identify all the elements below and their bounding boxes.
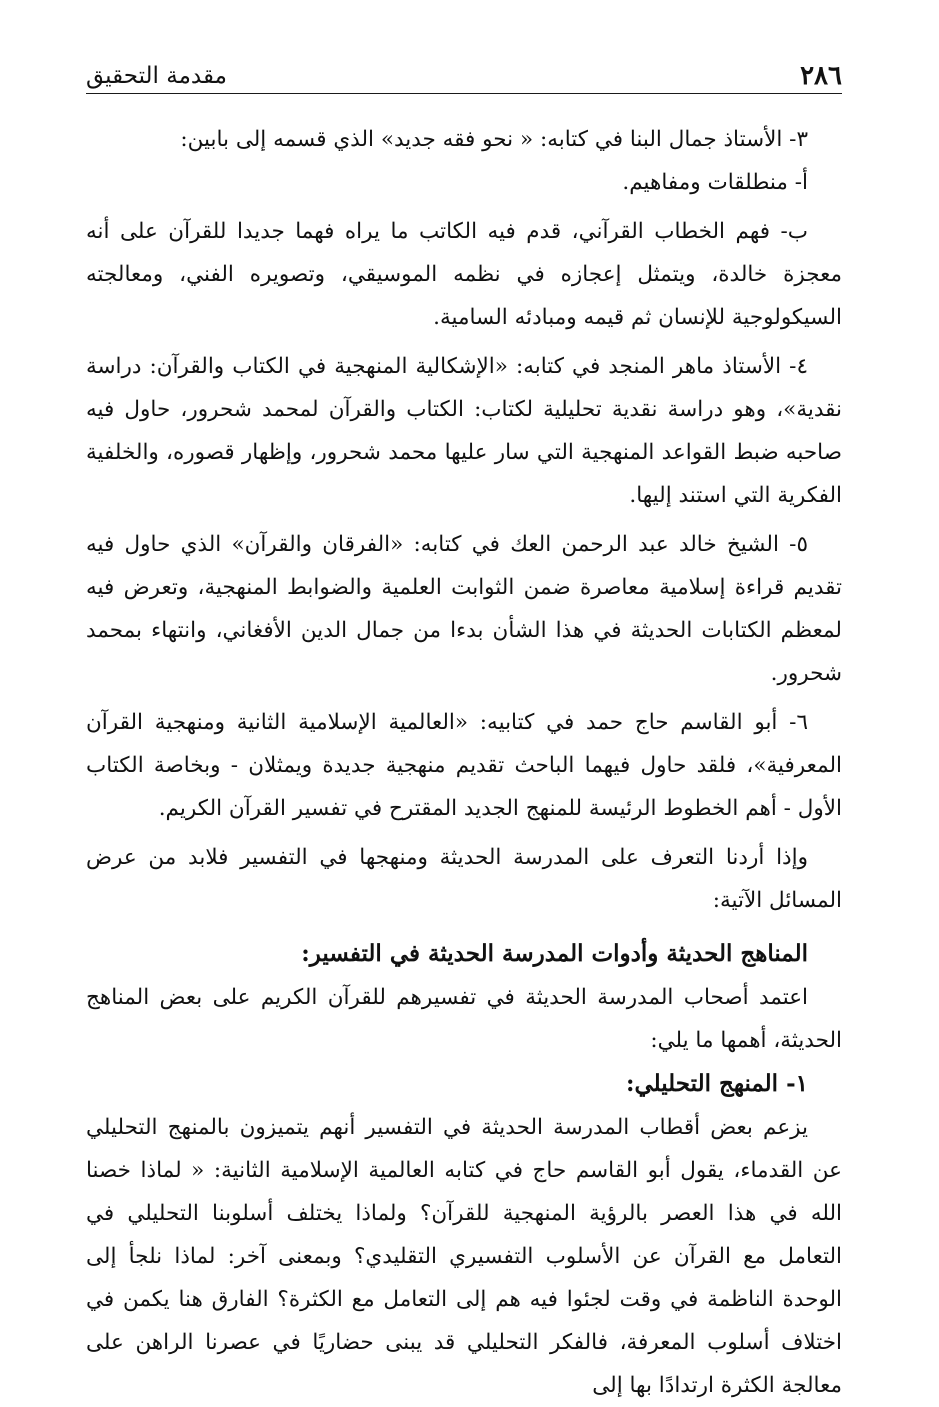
list-item-5: ٥- الشيخ خالد عبد الرحمن العك في كتابه: «الفرقان والقرآن» الذي حاول فيه تقديم قراءة إسلامية معاصرة ضمن الثوابت العلمية والضوابط المنهجية، وتعرض فيه لمعظم الكتابات الحديثة في هذا الشأن بدءا من جمال الدين الأفغاني، وانتهاء بمحمد شحرور. (86, 532, 842, 686)
list-item-4: ٤- الأستاذ ماهر المنجد في كتابه: «الإشكالية المنهجية في الكتاب والقرآن: دراسة نقدية»، وهو دراسة نقدية تحليلية لكتاب: الكتاب والقرآن لمحمد شحرور، حاول فيه صاحبه ضبط القواعد المنهجية التي سار عليها محمد شحرور، وإظهار قصوره، والخلفية الفكرية التي استند إليها. (86, 354, 842, 508)
running-title: مقدمة التحقيق (86, 63, 227, 89)
methods-paragraph: اعتمد أصحاب المدرسة الحديثة في تفسيرهم للقرآن الكريم على بعض المناهج الحديثة، أهمها ما يلي: (86, 985, 842, 1053)
list-item-3b: ب- فهم الخطاب القرآني، قدم فيه الكاتب ما يراه فهما جديدا للقرآن على أنه معجزة خالدة، ويتمثل إعجازه في نظمه الموسيقي، وتصويره الفني، ومعالجته السيكولوجية للإنسان ثم قيمه ومبادئه السامية. (86, 219, 842, 330)
running-header (86, 58, 842, 94)
section-heading: المناهج الحديثة وأدوات المدرسة الحديثة في التفسير: (301, 940, 808, 967)
page-number: ٢٨٦ (800, 61, 842, 91)
list-item-6: ٦- أبو القاسم حاج حمد في كتابيه: «العالمية الإسلامية الثانية ومنهجية القرآن المعرفية»، فلقد حاول فيهما الباحث تقديم منهجية جديدة ويمثلان - وبخاصة الكتاب الأول - أهم الخطوط الرئيسة للمنهج الجديد المقترح في تفسير القرآن الكريم. (86, 710, 842, 821)
list-item-3: ٣- الأستاذ جمال البنا في كتابه: « نحو فقه جديد» الذي قسمه إلى بابين: (180, 127, 808, 152)
subsection-heading: ١- المنهج التحليلي: (625, 1070, 808, 1097)
intro-paragraph: وإذا أردنا التعرف على المدرسة الحديثة ومنهجها في التفسير فلابد من عرض المسائل الآتية: (86, 845, 842, 913)
analytic-paragraph: يزعم بعض أقطاب المدرسة الحديثة في التفسير أنهم يتميزون بالمنهج التحليلي عن القدماء، يقول أبو القاسم حاج في كتابه العالمية الإسلامية الثانية: « لماذا خصنا الله في هذا العصر بالرؤية المنهجية للقرآن؟ ولماذا يختلف أسلوبنا التحليلي في التعامل مع القرآن عن الأسلوب التفسيري التقليدي؟ وبمعنى آخر: لماذا نلجأ إلى الوحدة الناظمة في وقت لجئوا فيه هم إلى التعامل مع الكثرة؟ الفارق هنا يكمن في اختلاف أسلوب المعرفة، فالفكر التحليلي قد يبنى حضاريًا في عصرنا الراهن على معالجة الكثرة ارتدادًا بها إلى (86, 1115, 842, 1398)
list-item-3a: أ- منطلقات ومفاهيم. (622, 170, 808, 195)
page-body (86, 118, 842, 1407)
